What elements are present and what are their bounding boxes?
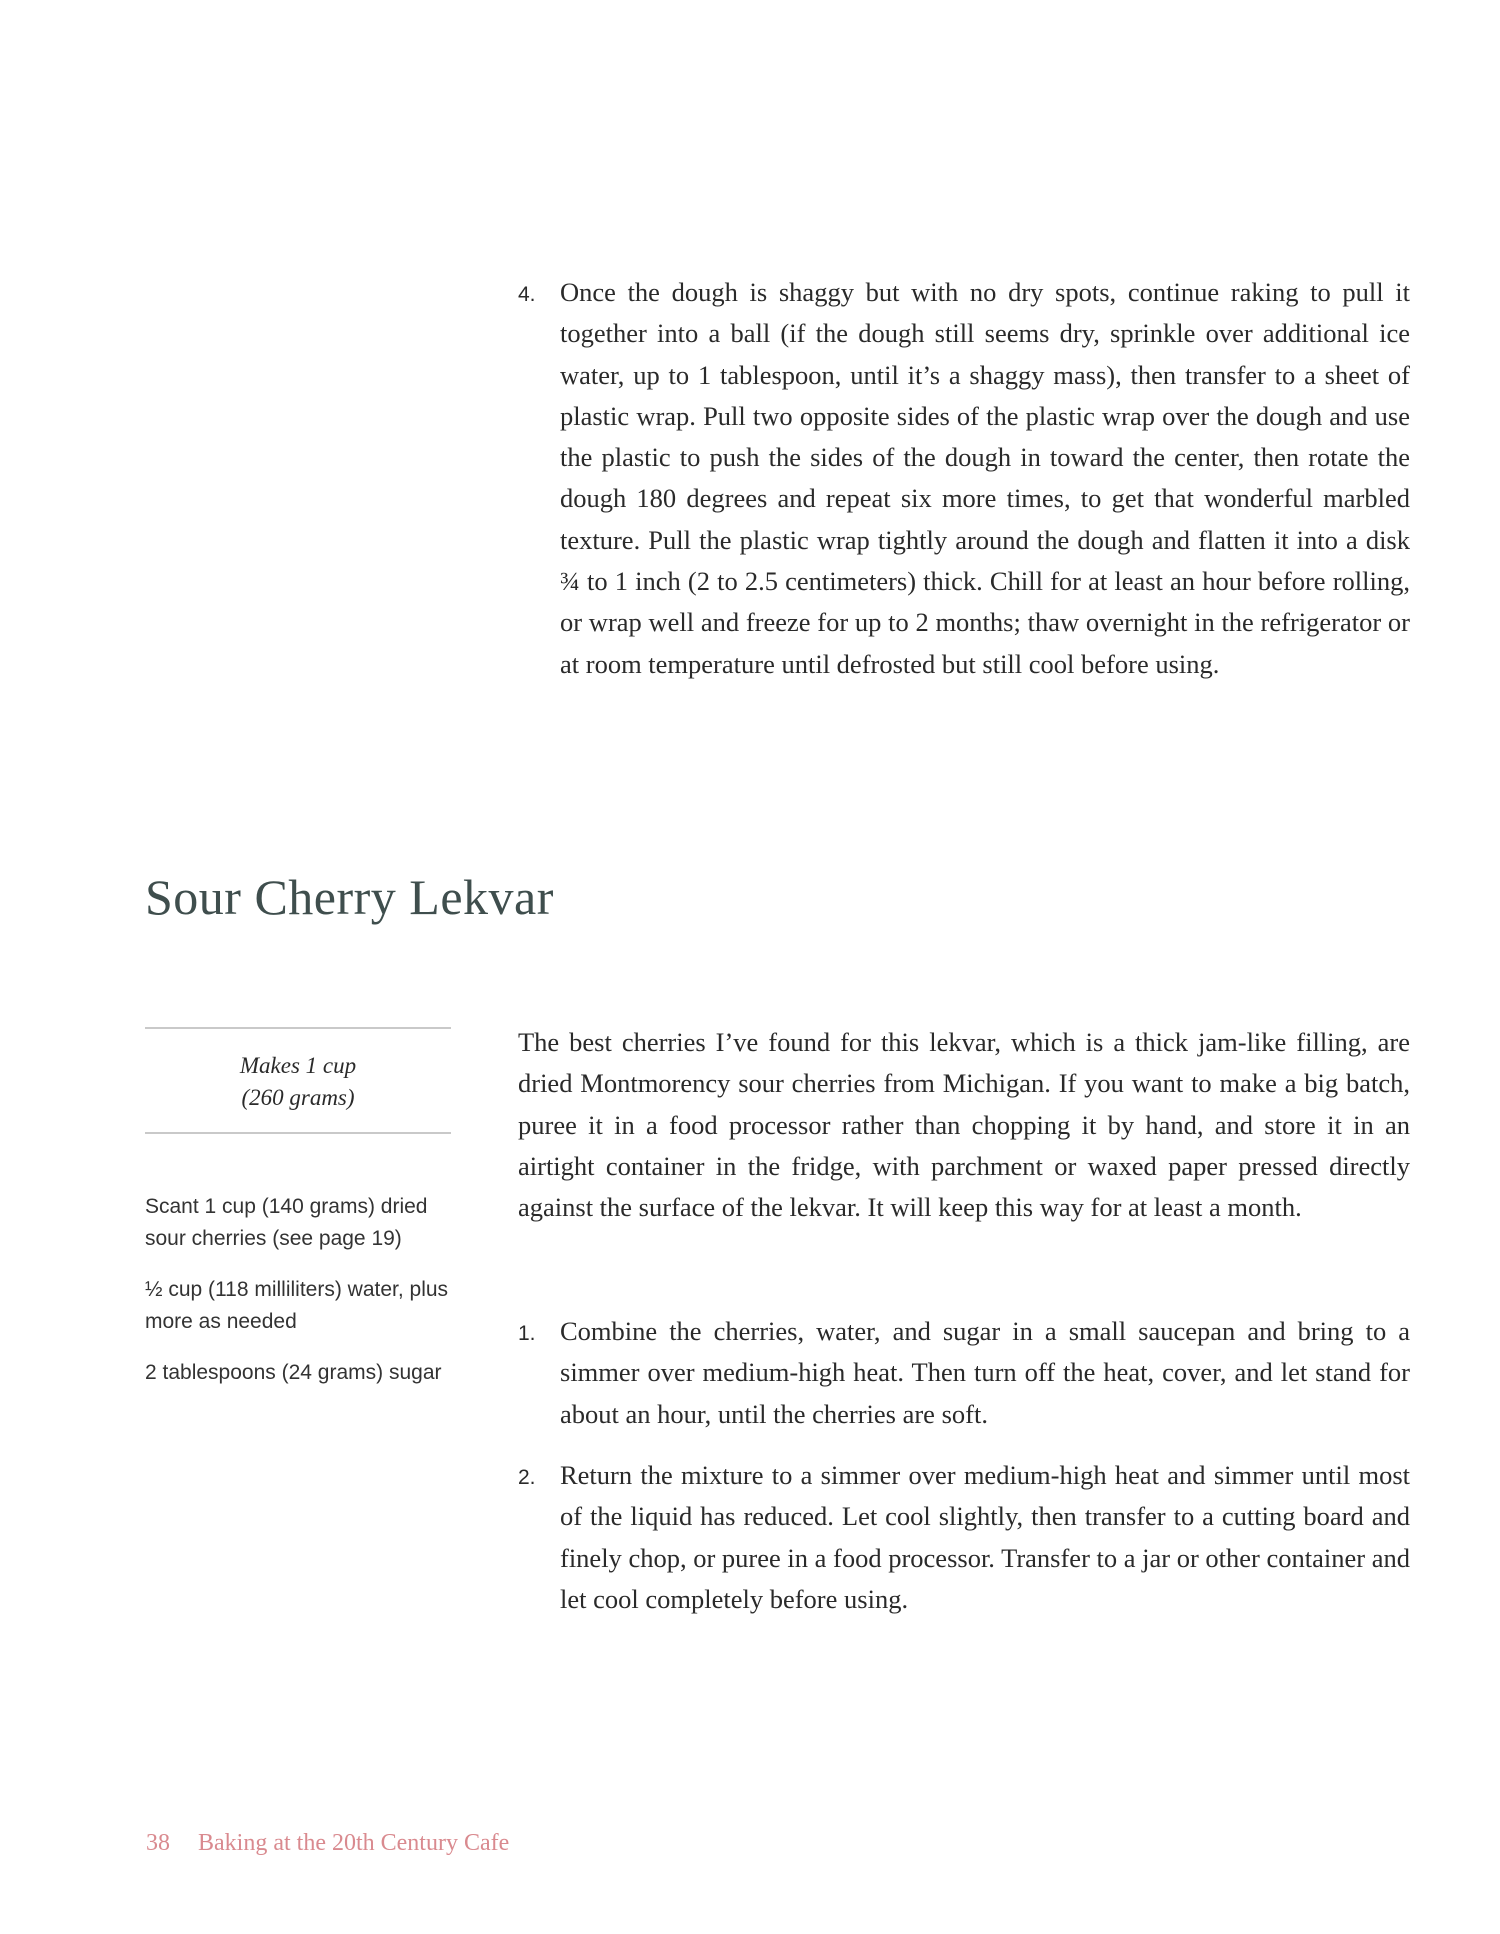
step-number: 4.	[518, 283, 536, 306]
recipe-step-1	[518, 1311, 1410, 1435]
recipe-intro: The best cherries I’ve found for this lekvar, which is a thick jam-like filling, are dried Montmorency sour cherries from Michigan. If you want to make a big batch, puree it in a food processor rather than chopping it by hand, and store it in an airtight container in the fridge, with parchment or waxed paper pressed directly against the surface of the lekvar. It will keep this way for at least a month.	[518, 1027, 1410, 1223]
recipe-step-2	[518, 1455, 1410, 1620]
step-number: 2.	[518, 1466, 536, 1489]
ingredient: Scant 1 cup (140 grams) dried sour cherries (see page 19)	[145, 1195, 428, 1250]
step-text: Once the dough is shaggy but with no dry spots, continue raking to pull it together into a ball (if the dough still seems dry, sprinkle over additional ice water, up to 1 tablespoon, until it’s a shaggy mass), then transfer to a sheet of plastic wrap. Pull two opposite sides of the plastic wrap over the dough and use the plastic to push the sides of the dough in toward the center, then rotate the dough 180 degrees and repeat six more times, to get that wonderful marbled texture. Pull the plastic wrap tightly around the dough and flatten it into a disk ¾ to 1 inch (2 to 2.5 centimeters) thick. Chill for at least an hour before rolling, or wrap well and freeze for up to 2 months; thaw overnight in the refrigerator or at room temperature until defrosted but still cool before using.	[560, 277, 1410, 679]
step-text: Return the mixture to a simmer over medium-high heat and simmer until most of the liquid has reduced. Let cool slightly, then transfer to a cutting board and finely chop, or puree in a food processor. Transfer to a jar or other container and let cool completely before using.	[560, 1460, 1410, 1614]
recipe-yield	[145, 1050, 451, 1114]
step-text: Combine the cherries, water, and sugar in a small saucepan and bring to a simmer over medium-high heat. Then turn off the heat, cover, and let stand for about an hour, until the cherries are soft.	[560, 1316, 1410, 1429]
divider	[145, 1027, 451, 1029]
yield-line: (260 grams)	[241, 1085, 355, 1110]
ingredient: 2 tablespoons (24 grams) sugar	[145, 1361, 442, 1384]
previous-step-4	[518, 272, 1410, 685]
book-title: Baking at the 20th Century Cafe	[198, 1830, 510, 1856]
recipe-title: Sour Cherry Lekvar	[145, 869, 554, 925]
yield-line: Makes 1 cup	[239, 1053, 357, 1078]
divider	[145, 1132, 451, 1134]
ingredient: ½ cup (118 milliliters) water, plus more as needed	[145, 1278, 449, 1333]
step-number: 1.	[518, 1322, 536, 1345]
page-number: 38	[146, 1830, 170, 1856]
page-footer	[146, 1830, 537, 1857]
